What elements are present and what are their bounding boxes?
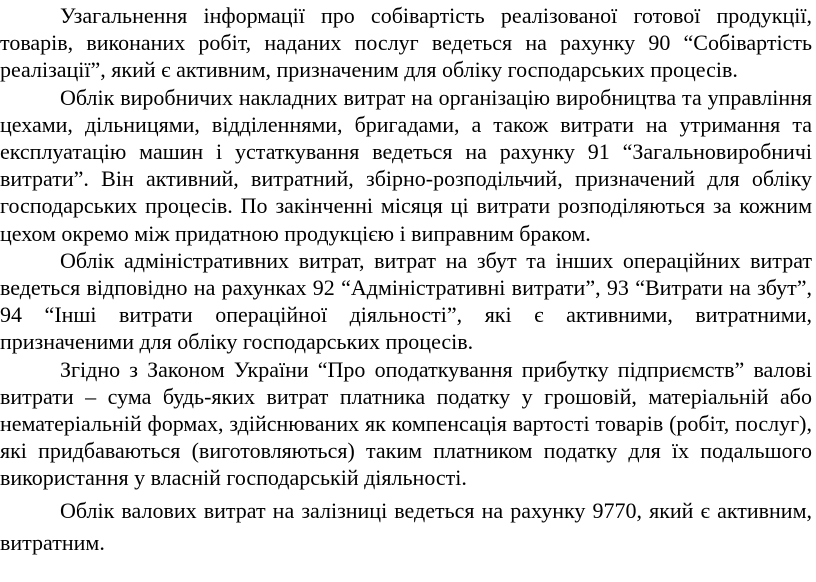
paragraph-administrative-costs: Облік адміністративних витрат, витрат на збут та інших операційних витрат ведеться відповідно на рахунках 92 “Адміністративні витрати”, 93 “Витрати на збут”, 94 “Інші витрати операційної діяльності”, які є активними, витратними, призначеними для обліку господарських процесів.	[0, 247, 812, 355]
paragraph-cost-of-sales: Узагальнення інформації про собівартість реалізованої готової продукції, товарів, виконаних робіт, наданих послуг ведеться на рахунку 90 “Собівартість реалізації”, який є активним, призначеним для обліку господарських процесів.	[0, 3, 812, 83]
paragraph-gross-expenses-law: Згідно з Законом України “Про оподаткування прибутку підприємств” валові витрати – сума будь-яких витрат платника податку у грошовій, матеріальній або нематеріальній формах, здійснюваних як компенсація вартості товарів (робіт, послуг), які придбаваються (виготовляються) таким платником податку для їх подальшого використання у власній господарській діяльності.	[0, 356, 812, 491]
paragraph-railway-gross-expenses: Облік валових витрат на залізниці ведеться на рахунку 9770, який є активним, витратним.	[0, 497, 812, 555]
paragraph-overhead-costs: Облік виробничих накладних витрат на організацію виробництва та управління цехами, дільницями, відділеннями, бригадами, а також витрати на утримання та експлуатацію машин і устаткування ведеться на рахунку 91 “Загальновиробничі витрати”. Він активний, витратний, збірно-розподільчий, призначений для обліку господарських процесів. По закінченні місяця ці витрати розподіляються за кожним цехом окремо між придатною продукцією і виправним браком.	[0, 84, 812, 246]
